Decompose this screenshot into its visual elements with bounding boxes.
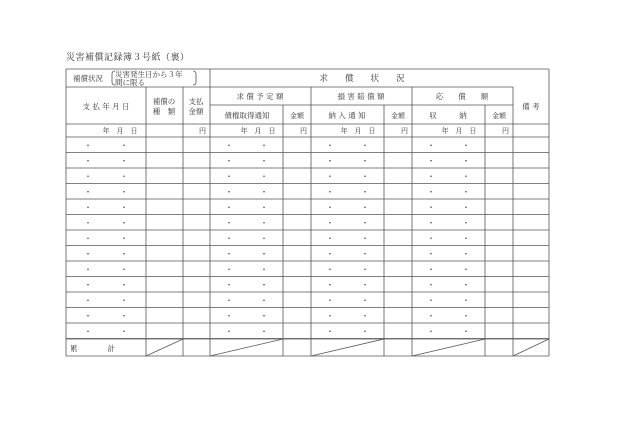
date-separator-dot: ・ xyxy=(225,264,233,274)
date-separator-dot: ・ xyxy=(361,249,369,259)
ymd-unit-response: 年 月 日 xyxy=(441,127,477,135)
date-separator-dot: ・ xyxy=(84,218,92,228)
total-label: 累 計 xyxy=(70,344,115,353)
date-separator-dot: ・ xyxy=(326,140,334,150)
bracket-note xyxy=(112,69,196,87)
total-slash-remarks xyxy=(513,339,549,356)
date-separator-dot: ・ xyxy=(462,187,470,197)
date-separator-dot: ・ xyxy=(120,202,128,212)
date-separator-dot: ・ xyxy=(225,218,233,228)
date-separator-dot: ・ xyxy=(326,218,334,228)
date-separator-dot: ・ xyxy=(120,171,128,181)
date-separator-dot: ・ xyxy=(120,311,128,321)
date-separator-dot: ・ xyxy=(326,295,334,305)
date-separator-dot: ・ xyxy=(120,140,128,150)
total-slash-claim xyxy=(210,339,283,356)
date-separator-dot: ・ xyxy=(120,218,128,228)
date-separator-dot: ・ xyxy=(260,140,268,150)
date-separator-dot: ・ xyxy=(120,249,128,259)
receipt-label: 収 納 xyxy=(429,111,467,120)
date-separator-dot: ・ xyxy=(260,295,268,305)
date-separator-dot: ・ xyxy=(427,187,435,197)
unit-row xyxy=(103,126,510,135)
date-separator-dot: ・ xyxy=(361,233,369,243)
date-separator-dot: ・ xyxy=(260,326,268,336)
table-body xyxy=(66,137,549,339)
date-separator-dot: ・ xyxy=(326,187,334,197)
date-separator-dot: ・ xyxy=(260,202,268,212)
yen-unit-response: 円 xyxy=(502,127,509,135)
date-separator-dot: ・ xyxy=(120,156,128,166)
date-separator-dot: ・ xyxy=(462,233,470,243)
amount-label-3: 金額 xyxy=(492,112,506,120)
table-frame xyxy=(66,69,549,356)
form-title: 災害補償記録簿３号紙（裏） xyxy=(66,53,190,63)
date-separator-dot: ・ xyxy=(361,218,369,228)
date-separator-dot: ・ xyxy=(84,326,92,336)
date-separator-dot: ・ xyxy=(361,187,369,197)
payment-date-label: 支 払 年 月 日 xyxy=(82,102,130,111)
date-separator-dot: ・ xyxy=(225,171,233,181)
date-separator-dot: ・ xyxy=(326,156,334,166)
date-separator-dot: ・ xyxy=(260,233,268,243)
date-separator-dot: ・ xyxy=(361,264,369,274)
yen-unit-payment: 円 xyxy=(199,127,206,135)
ymd-unit-payment: 年 月 日 xyxy=(102,127,138,135)
date-separator-dot: ・ xyxy=(326,264,334,274)
date-separator-dot: ・ xyxy=(462,311,470,321)
date-separator-dot: ・ xyxy=(427,311,435,321)
payment-amount-line1: 支払 xyxy=(188,97,204,106)
date-separator-dot: ・ xyxy=(260,187,268,197)
yen-unit-claim: 円 xyxy=(300,127,307,135)
claim-right-notice-label: 債権取得通知 xyxy=(224,111,270,120)
date-separator-dot: ・ xyxy=(326,249,334,259)
date-separator-dot: ・ xyxy=(84,264,92,274)
date-separator-dot: ・ xyxy=(462,280,470,290)
date-separator-dot: ・ xyxy=(427,280,435,290)
remarks-label: 備 考 xyxy=(522,102,540,111)
response-label: 応 償 額 xyxy=(435,92,489,101)
date-separator-dot: ・ xyxy=(120,280,128,290)
bracket-note-line2: 間に限る xyxy=(115,78,145,87)
date-separator-dot: ・ xyxy=(462,249,470,259)
total-row xyxy=(66,339,549,356)
date-separator-dot: ・ xyxy=(84,280,92,290)
date-separator-dot: ・ xyxy=(120,187,128,197)
date-separator-dot: ・ xyxy=(84,140,92,150)
compensation-status-label: 補償状況 xyxy=(73,74,103,83)
date-separator-dot: ・ xyxy=(462,140,470,150)
date-separator-dot: ・ xyxy=(225,280,233,290)
date-separator-dot: ・ xyxy=(427,202,435,212)
date-separator-dot: ・ xyxy=(260,311,268,321)
date-separator-dot: ・ xyxy=(120,233,128,243)
total-slash-type xyxy=(146,339,183,356)
date-separator-dot: ・ xyxy=(462,264,470,274)
date-separator-dot: ・ xyxy=(84,156,92,166)
total-slash-response xyxy=(412,339,485,356)
date-separator-dot: ・ xyxy=(260,249,268,259)
date-separator-dot: ・ xyxy=(427,295,435,305)
ymd-unit-damages: 年 月 日 xyxy=(340,127,376,135)
total-slash-damages xyxy=(311,339,384,356)
date-separator-dot: ・ xyxy=(462,295,470,305)
date-separator-dot: ・ xyxy=(120,295,128,305)
date-separator-dot: ・ xyxy=(260,264,268,274)
claim-status-label: 求 償 状 況 xyxy=(319,74,405,84)
date-separator-dot: ・ xyxy=(427,233,435,243)
date-separator-dot: ・ xyxy=(361,156,369,166)
date-separator-dot: ・ xyxy=(427,171,435,181)
yen-unit-damages: 円 xyxy=(401,127,408,135)
amount-label-2: 金額 xyxy=(391,112,405,120)
date-separator-dot: ・ xyxy=(225,202,233,212)
date-separator-dot: ・ xyxy=(361,311,369,321)
date-separator-dot: ・ xyxy=(84,187,92,197)
payment-notice-label: 納 入 通 知 xyxy=(328,111,366,120)
date-separator-dot: ・ xyxy=(462,218,470,228)
date-separator-dot: ・ xyxy=(260,171,268,181)
ymd-unit-claim: 年 月 日 xyxy=(240,127,276,135)
date-separator-dot: ・ xyxy=(225,326,233,336)
date-separator-dot: ・ xyxy=(326,171,334,181)
date-separator-dot: ・ xyxy=(84,171,92,181)
compensation-type-line1: 補償の xyxy=(152,97,176,106)
date-separator-dot: ・ xyxy=(260,156,268,166)
date-separator-dot: ・ xyxy=(120,264,128,274)
date-separator-dot: ・ xyxy=(225,156,233,166)
date-separator-dot: ・ xyxy=(427,218,435,228)
date-separator-dot: ・ xyxy=(361,140,369,150)
date-separator-dot: ・ xyxy=(260,218,268,228)
date-separator-dot: ・ xyxy=(427,156,435,166)
date-separator-dot: ・ xyxy=(225,233,233,243)
date-separator-dot: ・ xyxy=(84,249,92,259)
amount-label-1: 金額 xyxy=(290,112,304,120)
date-separator-dot: ・ xyxy=(260,280,268,290)
date-separator-dot: ・ xyxy=(225,249,233,259)
date-separator-dot: ・ xyxy=(84,295,92,305)
payment-amount-line2: 金額 xyxy=(188,107,204,116)
date-separator-dot: ・ xyxy=(361,326,369,336)
date-separator-dot: ・ xyxy=(84,202,92,212)
date-separator-dot: ・ xyxy=(326,280,334,290)
date-separator-dot: ・ xyxy=(462,202,470,212)
date-separator-dot: ・ xyxy=(84,233,92,243)
date-separator-dot: ・ xyxy=(326,233,334,243)
date-separator-dot: ・ xyxy=(361,202,369,212)
date-separator-dot: ・ xyxy=(427,264,435,274)
date-separator-dot: ・ xyxy=(84,311,92,321)
date-separator-dot: ・ xyxy=(326,326,334,336)
bracket-note-line1: 災害発生日から３年 xyxy=(115,70,183,79)
date-separator-dot: ・ xyxy=(361,171,369,181)
damages-amount-label: 損 害 賠 償 額 xyxy=(337,92,385,101)
date-separator-dot: ・ xyxy=(462,156,470,166)
date-separator-dot: ・ xyxy=(361,295,369,305)
date-separator-dot: ・ xyxy=(427,326,435,336)
claim-planned-label: 求 償 予 定 額 xyxy=(236,92,284,101)
date-separator-dot: ・ xyxy=(462,171,470,181)
date-separator-dot: ・ xyxy=(326,202,334,212)
date-separator-dot: ・ xyxy=(462,326,470,336)
date-separator-dot: ・ xyxy=(427,140,435,150)
date-separator-dot: ・ xyxy=(225,187,233,197)
date-separator-dot: ・ xyxy=(120,326,128,336)
date-separator-dot: ・ xyxy=(326,311,334,321)
date-separator-dot: ・ xyxy=(361,280,369,290)
date-separator-dot: ・ xyxy=(225,140,233,150)
date-separator-dot: ・ xyxy=(427,249,435,259)
compensation-type-line2: 種 類 xyxy=(152,107,176,116)
date-separator-dot: ・ xyxy=(225,311,233,321)
date-separator-dot: ・ xyxy=(225,295,233,305)
